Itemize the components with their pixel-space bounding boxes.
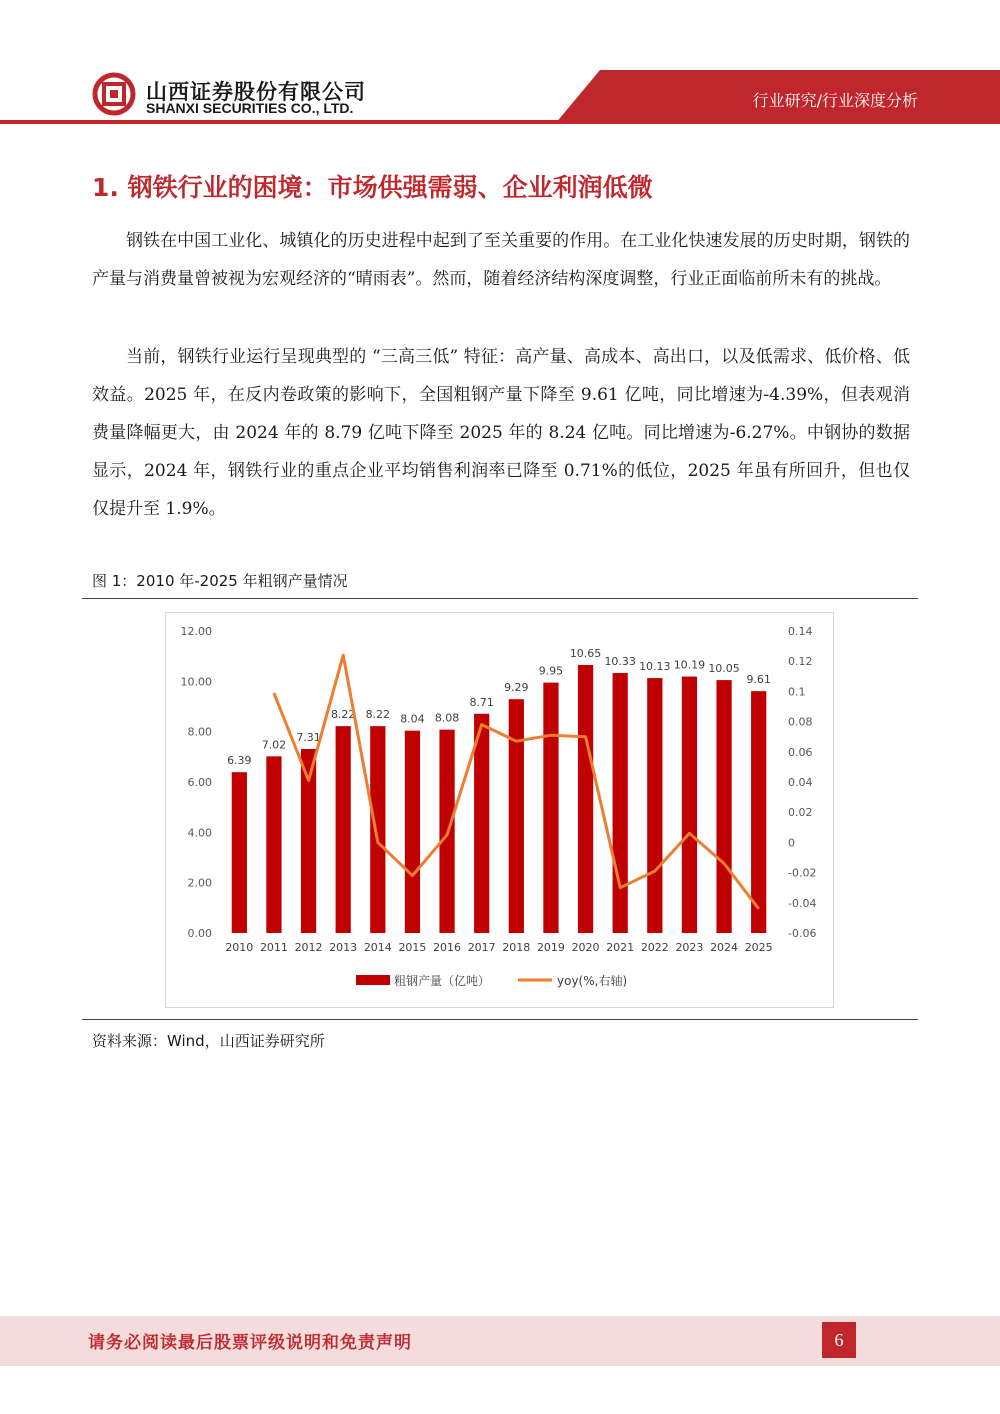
x-axis-tick: 2011: [259, 941, 288, 954]
bar-2011: [266, 756, 281, 933]
bar-data-label: 8.22: [330, 708, 356, 722]
bar-2017: [474, 714, 489, 933]
right-axis-tick: 0.08: [788, 715, 813, 729]
bar-data-label: 8.04: [400, 712, 425, 726]
bar-data-label: 7.02: [261, 738, 287, 752]
right-axis-tick: 0.04: [788, 776, 813, 789]
x-axis-tick: 2010: [225, 941, 254, 954]
bar-2013: [336, 726, 351, 933]
figure-bottom-rule: [82, 1019, 918, 1020]
right-axis-tick: 0.14: [788, 625, 813, 638]
x-axis-tick: 2017: [467, 941, 496, 954]
right-axis-tick: -0.06: [788, 927, 817, 940]
x-axis-tick: 2012: [294, 941, 323, 954]
x-axis-tick: 2015: [398, 941, 427, 954]
bar-data-label: 8.08: [434, 711, 460, 725]
x-axis-tick: 2022: [640, 941, 669, 954]
bar-data-label: 7.31: [296, 731, 321, 745]
right-axis-tick: 0: [788, 836, 795, 850]
report-category: 行业研究/行业深度分析: [752, 91, 918, 110]
figure-source: 资料来源：Wind，山西证券研究所: [92, 1032, 325, 1050]
legend-bar-swatch: [356, 975, 390, 985]
company-name-cn: 山西证券股份有限公司: [146, 80, 366, 104]
bar-2023: [682, 677, 697, 933]
steel-output-chart: [166, 613, 833, 1007]
x-axis-tick: 2020: [571, 941, 600, 954]
company-logo-icon: [92, 72, 136, 116]
right-axis-tick: 0.1: [788, 685, 806, 699]
page-header: [0, 0, 1000, 130]
x-axis-tick: 2024: [710, 941, 739, 954]
bar-data-label: 10.33: [604, 655, 636, 669]
bar-2010: [232, 772, 247, 933]
bar-data-label: 8.22: [365, 708, 391, 722]
bar-2020: [578, 665, 593, 933]
bar-2024: [716, 680, 731, 933]
x-axis-tick: 2025: [744, 941, 773, 954]
bar-2019: [543, 683, 558, 933]
bar-data-label: 10.19: [673, 658, 706, 672]
section-title: 1. 钢铁行业的困境：市场供强需弱、企业利润低微: [92, 173, 653, 202]
chart-frame: [165, 612, 834, 1008]
paragraph-2: 当前，钢铁行业运行呈现典型的 “三高三低” 特征：高产量、高成本、高出口，以及低需求、低价格、低效益。2025 年，在反内卷政策的影响下，全国粗钢产量下降至 9.61 亿吨，同比增速为-4.39%，但表观消费量降幅更大，由 2024 年的 8.79 亿吨下降至 2025 年的 8.24 亿吨。同比增速为-6.27%。中钢协的数据显示，2024 年，钢铁行业的重点企业平均销售利润率已降至 0.71%的低位，2025 年虽有所回升，但也仅仅提升至 1.9%。: [92, 347, 910, 519]
left-axis-tick: 12.00: [180, 625, 212, 638]
bar-2022: [647, 678, 662, 933]
bar-data-label: 6.39: [227, 754, 252, 768]
figure-top-rule: [82, 598, 918, 599]
x-axis-tick: 2019: [536, 941, 565, 954]
company-name-en: SHANXI SECURITIES CO., LTD.: [146, 100, 354, 116]
bar-2025: [751, 691, 766, 933]
legend-line-label: yoy(%,右轴): [557, 974, 628, 988]
right-axis-tick: -0.02: [788, 866, 817, 880]
legend-bar-label: 粗钢产量（亿吨）: [394, 974, 491, 988]
left-axis-tick: 10.00: [180, 675, 212, 689]
bar-data-label: 10.65: [569, 646, 602, 660]
bar-data-label: 10.13: [639, 660, 671, 674]
bar-2014: [370, 726, 385, 933]
page-number: 6: [822, 1322, 856, 1358]
x-axis-tick: 2021: [606, 941, 635, 954]
x-axis-tick: 2014: [363, 941, 392, 954]
right-axis-tick: 0.06: [788, 745, 813, 759]
bar-2021: [613, 673, 628, 933]
x-axis-tick: 2013: [329, 941, 358, 954]
bar-data-label: 9.95: [538, 664, 564, 678]
left-axis-tick: 0.00: [187, 927, 212, 940]
bar-data-label: 8.71: [469, 695, 494, 709]
bar-2018: [509, 699, 524, 933]
disclaimer-text: 请务必阅读最后股票评级说明和免责声明: [88, 1333, 412, 1353]
left-axis-tick: 8.00: [187, 725, 212, 739]
x-axis-tick: 2016: [433, 941, 462, 954]
bar-data-label: 9.61: [746, 673, 771, 687]
right-axis-tick: -0.04: [788, 896, 817, 910]
left-axis-tick: 4.00: [187, 826, 212, 840]
figure-caption: 图 1：2010 年-2025 年粗钢产量情况: [92, 572, 348, 590]
paragraph-1: 钢铁在中国工业化、城镇化的历史进程中起到了至关重要的作用。在工业化快速发展的历史时期，钢铁的产量与消费量曾被视为宏观经济的“晴雨表”。然而，随着经济结构深度调整，行业正面临前所未有的挑战。: [92, 231, 910, 289]
bar-data-label: 10.05: [708, 662, 740, 676]
bar-data-label: 9.29: [504, 681, 529, 695]
x-axis-tick: 2018: [502, 941, 531, 954]
left-axis-tick: 6.00: [187, 776, 212, 789]
x-axis-tick: 2023: [675, 941, 704, 954]
right-axis-tick: 0.12: [788, 655, 813, 669]
bar-2015: [405, 731, 420, 933]
right-axis-tick: 0.02: [788, 806, 813, 820]
left-axis-tick: 2.00: [187, 876, 212, 890]
